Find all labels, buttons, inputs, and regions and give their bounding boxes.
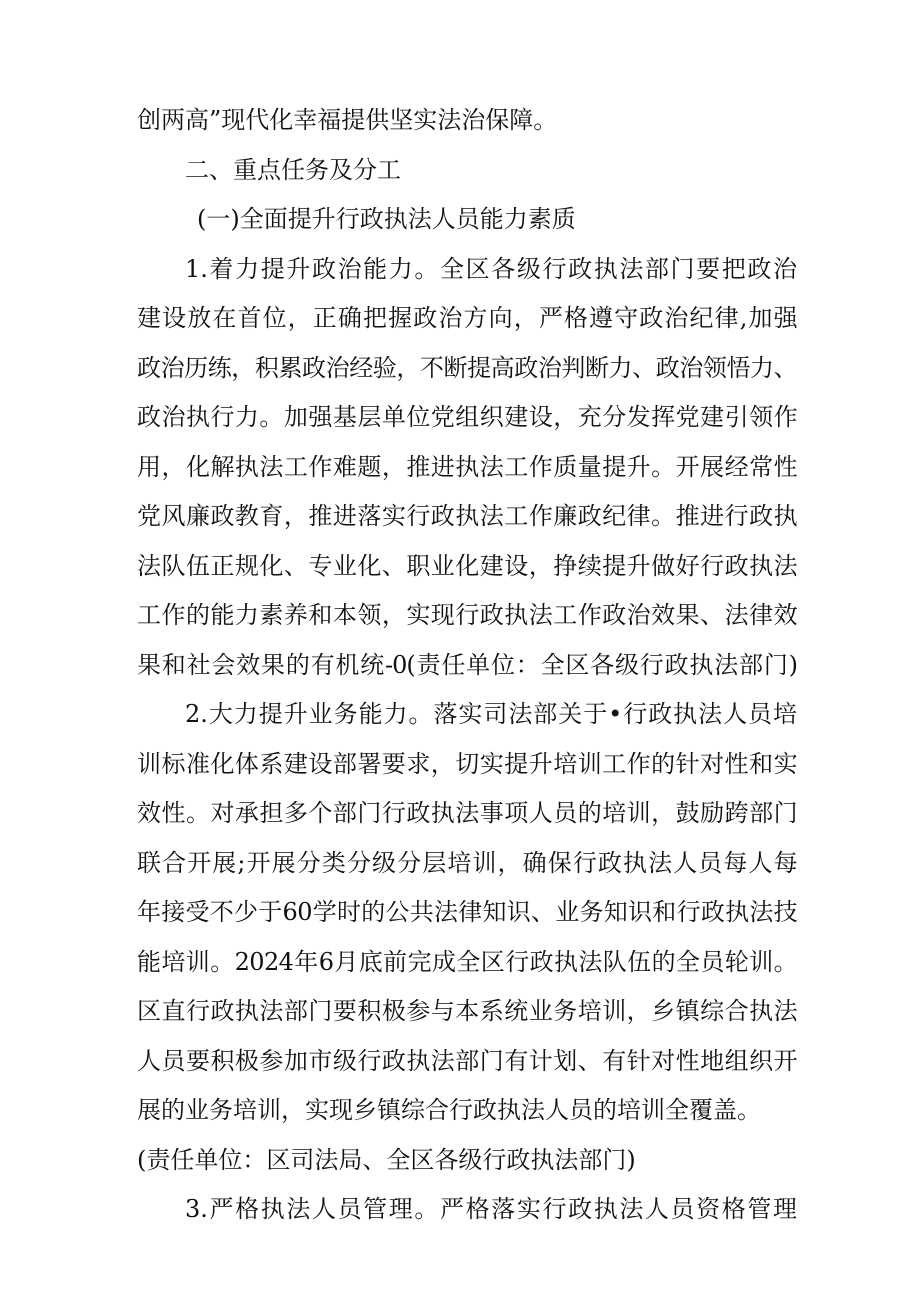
paragraph-line: 创两高”现代化幸福提供坚实法治保障。 xyxy=(137,106,558,134)
subsection-heading: (一)全面提升行政执法人员能力素质 xyxy=(197,205,576,233)
paragraph-line: 果和社会效果的有机统-0(责任单位：全区各级行政执法部门) xyxy=(137,650,797,679)
paragraph-line: 政治执行力。加强基层单位党组织建设，充分发挥党建引领作 xyxy=(137,403,797,431)
paragraph-line: 联合开展;开展分类分级分层培训，确保行政执法人员每人每 xyxy=(137,848,797,877)
section-heading: 二、重点任务及分工 xyxy=(185,155,401,184)
paragraph-line: 能培训。2024年6月底前完成全区行政执法队伍的全员轮训。 xyxy=(137,947,797,976)
paragraph-line: 1.着力提升政治能力。全区各级行政执法部门要把政治 xyxy=(185,254,797,283)
paragraph-line: 党风廉政教育，推进落实行政执法工作廉政纪律。推进行政执 xyxy=(137,502,797,530)
paragraph-line: 年接受不少于60学时的公共法律知识、业务知识和行政执法技 xyxy=(137,898,797,926)
paragraph-line: 区直行政执法部门要积极参与本系统业务培训，乡镇综合执法 xyxy=(137,997,797,1025)
paragraph-line: 法队伍正规化、专业化、职业化建设，挣续提升做好行政执法 xyxy=(137,551,797,580)
paragraph-line: 用，化解执法工作难题，推进执法工作质量提升。开展经常性 xyxy=(137,452,797,481)
paragraph-line: 工作的能力素养和本领，实现行政执法工作政治效果、法律效 xyxy=(137,601,797,629)
paragraph-line: 展的业务培训，实现乡镇综合行政执法人员的培训全覆盖。 xyxy=(137,1096,761,1124)
responsibility-note: (责任单位：区司法局、全区各级行政执法部门) xyxy=(137,1145,636,1174)
paragraph-line: 政治历练，积累政治经验，不断提高政治判断力、政治领悟力、 xyxy=(137,353,797,382)
paragraph-line: 效性。对承担多个部门行政执法事项人员的培训，鼓励跨部门 xyxy=(137,799,797,827)
paragraph-line: 训标准化体系建设部署要求，切实提升培训工作的针对性和实 xyxy=(137,749,797,778)
paragraph-line: 人员要积极参加市级行政执法部门有计划、有针对性地组织开 xyxy=(137,1046,797,1075)
paragraph-line: 3.严格执法人员管理。严格落实行政执法人员资格管理 xyxy=(185,1195,797,1223)
paragraph-line: 建设放在首位，正确把握政治方向，严格遵守政治纪律,加强 xyxy=(137,304,797,332)
document-body xyxy=(137,96,797,1235)
paragraph-line: 2.大力提升业务能力。落实司法部关于•行政执法人员培 xyxy=(185,700,797,728)
